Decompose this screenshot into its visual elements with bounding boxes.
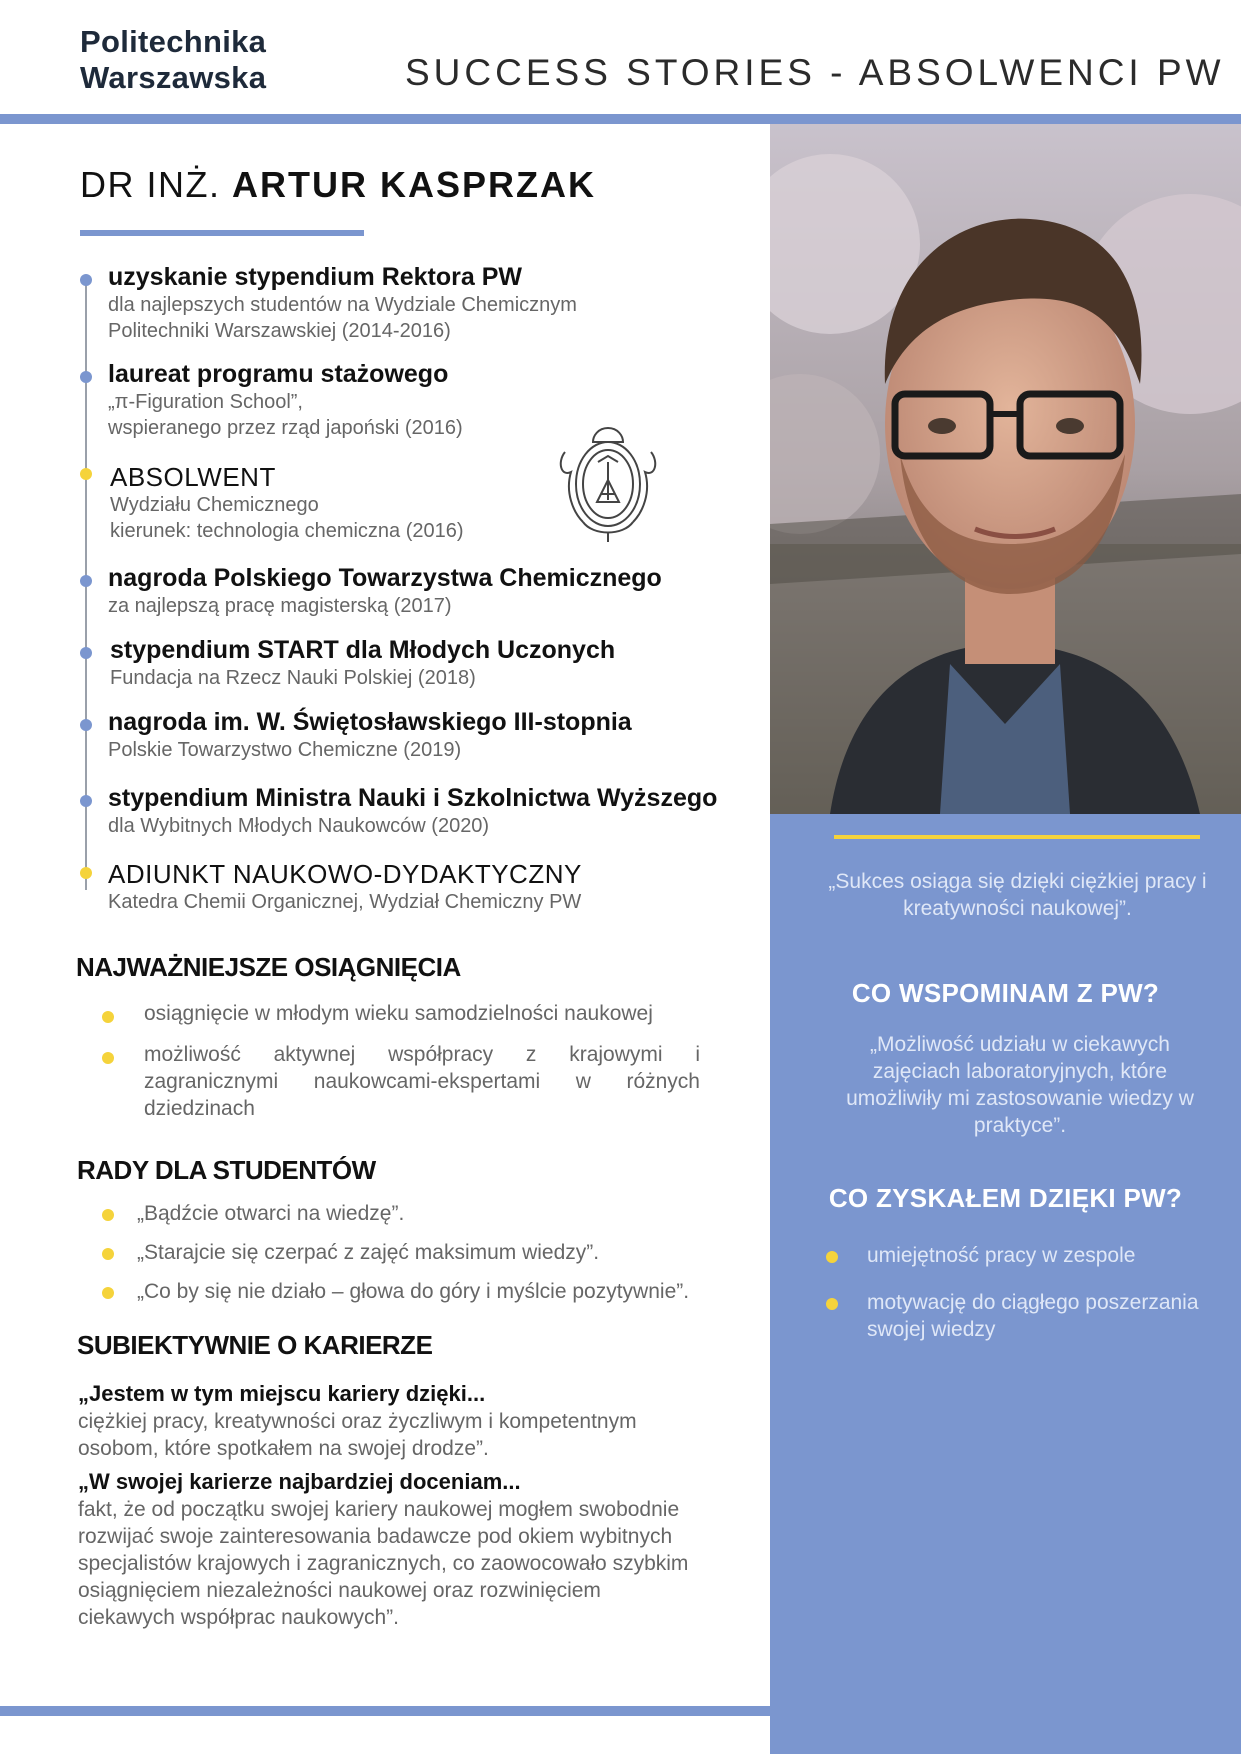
career-body: ciężkiej pracy, kreatywności oraz życzliwym i kompetentnym osobom, które spotkałem na swojej drodze”. <box>78 1410 637 1460</box>
person-fullname: ARTUR KASPRZAK <box>232 164 597 205</box>
list-item-text: motywację do ciągłego poszerzania swojej wiedzy <box>867 1291 1199 1341</box>
list-item-text: możliwość aktywnej współpracy z krajowymi i zagranicznymi naukowcami-ekspertami w różnych dziedzinach <box>144 1043 700 1120</box>
timeline-desc: dla Wybitnych Młodych Naukowców (2020) <box>108 815 490 837</box>
sidebar-memory-quote: „Możliwość udziału w ciekawych zajęciach laboratoryjnych, które umożliwiły mi zastosowanie wiedzy w praktyce”. <box>846 1033 1194 1137</box>
section-heading-advice: RADY DLA STUDENTÓW <box>77 1155 376 1185</box>
career-statement-1 <box>78 1380 698 1462</box>
person-prefix: DR INŻ. <box>80 164 221 205</box>
timeline-desc: dla najlepszych studentów na Wydziale Chemicznym Politechniki Warszawskiej (2014-2016) <box>108 294 577 342</box>
timeline-item <box>108 783 768 839</box>
timeline-item <box>108 859 768 915</box>
sidebar-quote: „Sukces osiąga się dzięki ciężkiej pracy i kreatywności naukowej”. <box>828 870 1207 920</box>
list-item <box>100 1200 720 1227</box>
timeline-item <box>110 462 770 544</box>
timeline-desc: Katedra Chemii Organicznej, Wydział Chemiczny PW <box>108 891 582 913</box>
bullet-icon <box>102 1248 114 1260</box>
career-statement-2 <box>78 1468 698 1631</box>
timeline-desc: Wydziału Chemicznego kierunek: technologia chemiczna (2016) <box>110 494 464 542</box>
list-item-text: umiejętność pracy w zespole <box>867 1244 1136 1267</box>
timeline-item <box>108 359 768 441</box>
list-item <box>820 1242 1200 1269</box>
bottom-divider <box>0 1706 770 1716</box>
portrait-illustration <box>770 124 1241 814</box>
list-item-text: „Co by się nie działo – głowa do góry i myślcie pozytywnie”. <box>137 1280 690 1303</box>
bullet-icon <box>826 1298 838 1310</box>
sidebar-heading-memories: CO WSPOMINAM Z PW? <box>851 978 1160 1008</box>
timeline-desc: za najlepszą pracę magisterską (2017) <box>108 595 452 617</box>
timeline-dot-icon <box>80 274 92 286</box>
list-item-text: osiągnięcie w młodym wieku samodzielności naukowej <box>144 1002 653 1025</box>
list-item <box>100 1278 720 1305</box>
logo-line-2: Warszawska <box>80 60 267 95</box>
timeline-desc: Fundacja na Rzecz Nauki Polskiej (2018) <box>110 667 476 689</box>
sidebar-heading-gains: CO ZYSKAŁEM DZIĘKI PW? <box>828 1183 1183 1213</box>
timeline-title: ABSOLWENT <box>110 462 276 492</box>
sidebar-yellow-rule <box>834 835 1200 839</box>
timeline-desc: „π-Figuration School”, wspieranego przez rząd japoński (2016) <box>108 391 463 439</box>
timeline-title: uzyskanie stypendium Rektora PW <box>108 263 523 291</box>
achievements-list <box>100 1000 700 1136</box>
timeline-title: ADIUNKT NAUKOWO-DYDAKTYCZNY <box>108 859 582 889</box>
list-item <box>100 1041 700 1122</box>
timeline-dot-icon <box>80 371 92 383</box>
timeline-item <box>108 563 768 619</box>
timeline-item <box>108 707 768 763</box>
list-item-text: „Bądźcie otwarci na wiedzę”. <box>137 1202 405 1225</box>
university-logo <box>80 24 266 96</box>
portrait-photo <box>770 124 1241 814</box>
person-name <box>80 164 596 206</box>
bullet-icon <box>102 1011 114 1023</box>
timeline-dot-icon <box>80 468 92 480</box>
timeline-dot-icon <box>80 795 92 807</box>
bullet-icon <box>826 1251 838 1263</box>
timeline-desc: Polskie Towarzystwo Chemiczne (2019) <box>108 739 462 761</box>
timeline-dot-icon <box>80 575 92 587</box>
section-heading-career: SUBIEKTYWNIE O KARIERZE <box>77 1330 433 1360</box>
header-title: SUCCESS STORIES - ABSOLWENCI PW <box>405 52 1225 93</box>
timeline-item <box>110 635 770 691</box>
list-item <box>100 1239 720 1266</box>
top-divider <box>0 114 1241 124</box>
logo-line-1: Politechnika <box>80 24 267 59</box>
section-heading-achievements: NAJWAŻNIEJSZE OSIĄGNIĘCIA <box>76 952 461 982</box>
timeline-dot-icon <box>80 867 92 879</box>
bullet-icon <box>102 1209 114 1221</box>
list-item <box>100 1000 700 1027</box>
list-item-text: „Starajcie się czerpać z zajęć maksimum wiedzy”. <box>137 1241 600 1264</box>
career-body: fakt, że od początku swojej kariery naukowej mogłem swobodnie rozwijać swoje zainteresowania badawcze pod okiem wybitnych specjalistów krajowych i zagranicznych, co zaowocowało szybkim osiągnięciem niezależności naukowej oraz rozwinięciem ciekawych współprac naukowych”. <box>78 1498 689 1629</box>
bullet-icon <box>102 1052 114 1064</box>
timeline-title: stypendium Ministra Nauki i Szkolnictwa Wyższego <box>108 784 718 812</box>
timeline-item <box>108 262 768 344</box>
advice-list <box>100 1200 720 1317</box>
timeline-dot-icon <box>80 719 92 731</box>
sidebar-gains-list <box>820 1242 1200 1363</box>
career-lead: „W swojej karierze najbardziej doceniam... <box>78 1469 521 1494</box>
university-crest-icon <box>553 422 663 544</box>
career-lead: „Jestem w tym miejscu kariery dzięki... <box>78 1381 486 1406</box>
bullet-icon <box>102 1287 114 1299</box>
timeline-title: nagroda im. W. Świętosławskiego III-stopnia <box>108 708 632 736</box>
list-item <box>820 1289 1200 1343</box>
timeline-title: nagroda Polskiego Towarzystwa Chemicznego <box>108 564 662 592</box>
timeline-dot-icon <box>80 647 92 659</box>
timeline-title: stypendium START dla Młodych Uczonych <box>110 636 616 664</box>
name-underline <box>80 230 364 236</box>
timeline-title: laureat programu stażowego <box>108 360 449 388</box>
